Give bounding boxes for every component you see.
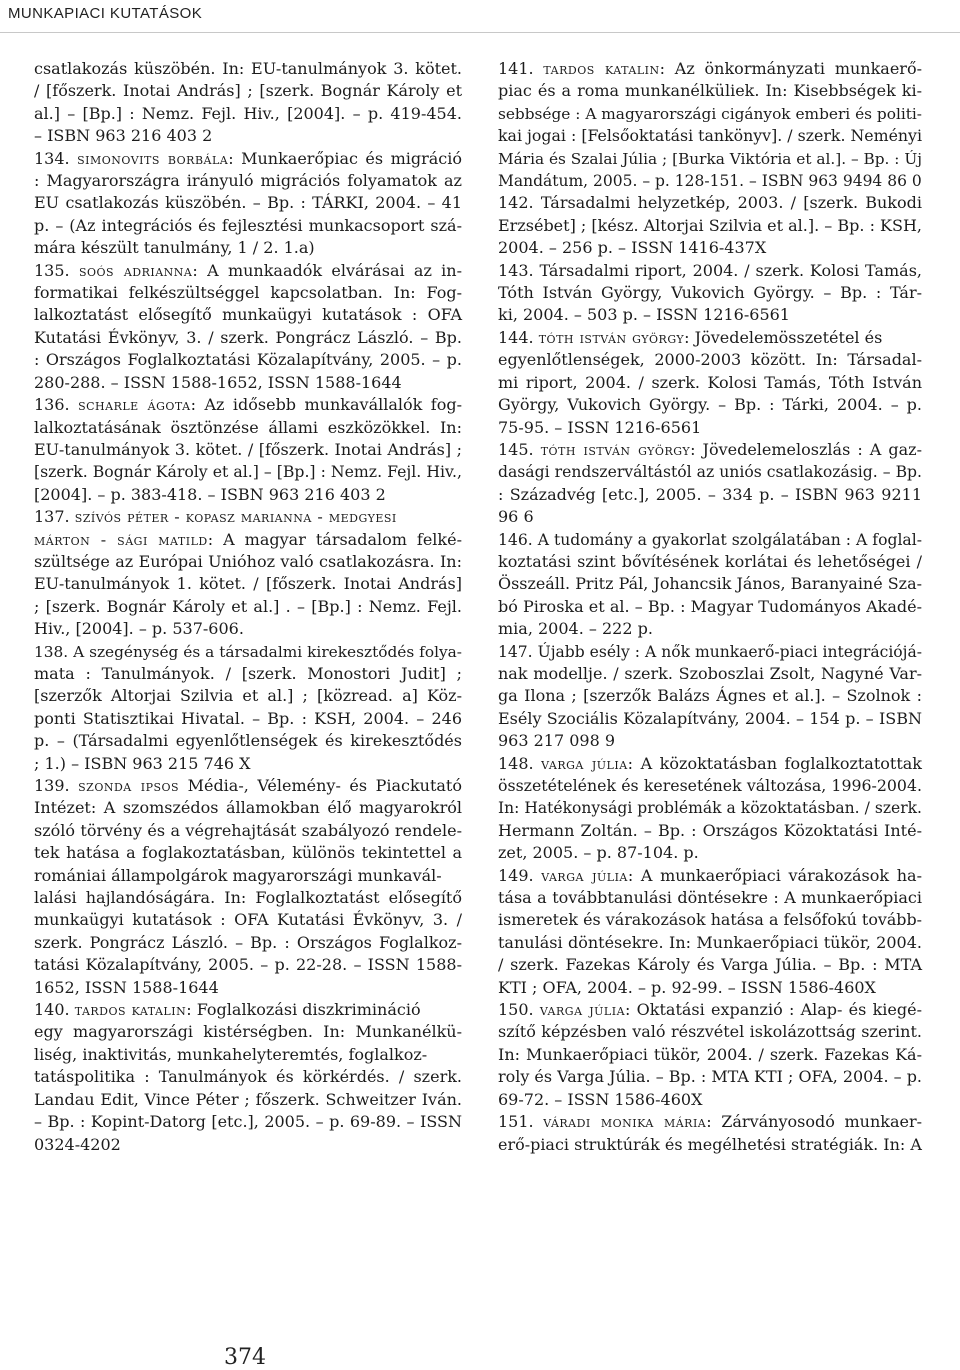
entry-line bbox=[34, 618, 462, 640]
entry-line bbox=[498, 797, 922, 819]
entry-text: [szerzők Altorjai Szilvia et al.] ; [közread. a] Köz- bbox=[34, 686, 462, 706]
entry-line bbox=[34, 349, 462, 371]
entry-text: : Magyarországra irányuló migrációs folyamatok az bbox=[34, 171, 462, 191]
entry-text: – ISBN 963 216 403 2 bbox=[34, 126, 213, 146]
entry-text: Mandátum, 2005. – p. 128-151. – ISBN 963 9494 86 0 bbox=[498, 172, 922, 191]
entry-line bbox=[34, 1089, 462, 1111]
entry-line bbox=[498, 215, 922, 237]
entry-text: : A munkaerőpiaci várakozások ha- bbox=[627, 865, 922, 885]
entry-text: 148. bbox=[498, 753, 542, 773]
entry-text: kai jogai : [Felsőoktatási tankönyv]. / szerk. Neményi bbox=[498, 126, 922, 146]
entry-text: tek hatása a foglakoztatásban, különös tekintettel a bbox=[34, 843, 462, 863]
entry-text: tatási Közalapítvány, 2005. – p. 22-28. – ISSN 1588- bbox=[34, 955, 462, 975]
author-name: varga júlia bbox=[541, 865, 628, 885]
entry-text: 145. bbox=[498, 439, 541, 459]
entry-text: 136. bbox=[34, 395, 79, 415]
entry-text: 150. bbox=[498, 1000, 540, 1020]
entry-text: sebbsége : A magyarországi cigányok emberi és politi- bbox=[498, 104, 922, 123]
entry-text: tatáspolitika : Tanulmányok és körkérdés. / szerk. bbox=[34, 1067, 462, 1087]
bibliography-entry bbox=[34, 148, 462, 260]
entry-text: lalkoztatást elősegítő munkaügyi kutatások : OFA bbox=[34, 305, 462, 325]
entry-line bbox=[34, 932, 462, 954]
entry-text: al.] – [Bp.] : Nemz. Fejl. Hiv., [2004]. – p. 419-454. bbox=[34, 103, 462, 123]
bibliography-entry bbox=[498, 439, 922, 529]
entry-text: formatikai felkészültséggel kapcsolatban. In: Fog- bbox=[34, 283, 462, 303]
entry-text: In: Munkaerőpiaci tükör, 2004. / szerk. Fazekas Ká- bbox=[498, 1044, 922, 1064]
entry-text: roly és Varga Júlia. – Bp. : MTA KTI ; OFA, 2004. – p. bbox=[498, 1067, 922, 1087]
entry-text: Landau Edit, Vince Péter ; főszerk. Schweitzer Iván. bbox=[34, 1089, 462, 1109]
entry-line bbox=[34, 954, 462, 976]
left-column bbox=[34, 58, 462, 1156]
bibliography-entry bbox=[498, 192, 922, 259]
entry-line bbox=[498, 551, 922, 573]
entry-text: KTI ; OFA, 2004. – p. 92-99. – ISSN 1586-460X bbox=[498, 977, 876, 997]
entry-line bbox=[498, 349, 922, 371]
entry-line bbox=[498, 439, 922, 461]
entry-text: mia, 2004. – 222 p. bbox=[498, 619, 653, 639]
entry-line bbox=[34, 125, 462, 147]
entry-text: György, Vukovich György. – Bp. : Tárki, 2004. – p. bbox=[498, 395, 922, 415]
entry-line bbox=[498, 573, 922, 595]
entry-text: mára készült tanulmány, 1 / 2. 1.a) bbox=[34, 238, 315, 258]
bibliography-entry bbox=[498, 753, 922, 865]
entry-line bbox=[498, 1021, 922, 1043]
entry-text: 146. A tudomány a gyakorlat szolgálatában : A foglal- bbox=[498, 530, 922, 549]
entry-line bbox=[34, 842, 462, 864]
author-name: tóth istván györgy bbox=[540, 439, 691, 459]
entry-line bbox=[34, 282, 462, 304]
entry-line bbox=[34, 1111, 462, 1133]
entry-text: 138. A szegénység és a társadalmi kirekesztődés folya- bbox=[34, 642, 462, 661]
author-name: simonovits borbála bbox=[77, 148, 229, 168]
entry-line bbox=[34, 103, 462, 125]
entry-line bbox=[498, 192, 922, 214]
author-name: scharle ágota bbox=[78, 395, 191, 415]
page-number: 374 bbox=[224, 1345, 266, 1370]
entry-text: 140. bbox=[34, 1000, 75, 1020]
entry-text: In: Hatékonysági problémák a közoktatásban. / szerk. bbox=[498, 799, 922, 818]
entry-line bbox=[34, 865, 462, 887]
entry-text: Összeáll. Pritz Pál, Johancsik János, Baranyainé Sza- bbox=[498, 574, 922, 594]
entry-line bbox=[34, 1134, 462, 1156]
entry-line bbox=[498, 932, 922, 954]
bibliography-entry bbox=[498, 529, 922, 641]
author-name: tóth istván györgy bbox=[538, 327, 685, 347]
entry-line bbox=[498, 1111, 922, 1133]
entry-line bbox=[34, 797, 462, 819]
entry-line bbox=[34, 260, 462, 282]
entry-text: lalkoztatásának ösztönzése állami eszközökkel. In: bbox=[34, 417, 462, 437]
entry-line bbox=[498, 775, 922, 797]
entry-line bbox=[498, 148, 922, 170]
entry-text: 0324-4202 bbox=[34, 1134, 121, 1154]
entry-line bbox=[34, 506, 462, 528]
entry-text: bó Piroska et al. – Bp. : Magyar Tudományos Akadé- bbox=[498, 596, 922, 616]
entry-line bbox=[498, 372, 922, 394]
entry-line bbox=[498, 1134, 922, 1156]
author-name: soós adrianna bbox=[78, 260, 193, 280]
entry-text: egy magyarországi kistérségben. In: Munkanélkü- bbox=[34, 1022, 462, 1042]
entry-line bbox=[34, 80, 462, 102]
author-name: varga júlia bbox=[541, 753, 628, 773]
entry-text: 142. Társadalmi helyzetkép, 2003. / [szerk. Bukodi bbox=[498, 193, 922, 213]
entry-line bbox=[34, 372, 462, 394]
entry-text: ki, 2004. – 503 p. – ISSN 1216-6561 bbox=[498, 305, 790, 325]
entry-line bbox=[498, 954, 922, 976]
entry-line bbox=[498, 461, 922, 483]
entry-line bbox=[34, 708, 462, 730]
entry-text: : Az idősebb munkavállalók fog- bbox=[190, 395, 462, 415]
entry-line bbox=[498, 1089, 922, 1111]
bibliography-entry bbox=[498, 999, 922, 1111]
entry-line bbox=[498, 394, 922, 416]
entry-text: nak modellje. / szerk. Szoboszlai Zsolt, Nagyné Var- bbox=[498, 663, 922, 683]
entry-text: 135. bbox=[34, 260, 79, 280]
entry-text: / szerk. Fazekas Károly és Varga Júlia. – Bp. : MTA bbox=[498, 955, 922, 975]
entry-text: ; 1.) – ISBN 963 215 746 X bbox=[34, 753, 251, 773]
entry-line bbox=[34, 551, 462, 573]
entry-line bbox=[34, 484, 462, 506]
entry-text: 2004. – 256 p. – ISSN 1416-437X bbox=[498, 238, 767, 258]
entry-text: [szerk. Bognár Károly et al.] – [Bp.] : Nemz. Fejl. Hiv., bbox=[34, 462, 462, 482]
entry-text: 75-95. – ISSN 1216-6561 bbox=[498, 417, 702, 437]
entry-text: dasági rendszerváltástól az uniós csatlakozásig. – Bp. bbox=[498, 463, 922, 482]
entry-line bbox=[498, 685, 922, 707]
entry-text: p. – (Az integrációs és fejlesztési munkacsoport szá- bbox=[34, 215, 462, 235]
entry-text: : Századvég [etc.], 2005. – 334 p. – ISBN 963 9211 bbox=[498, 484, 922, 504]
entry-text: : A munkaadók elvárásai az in- bbox=[192, 260, 462, 280]
right-column bbox=[498, 58, 922, 1156]
entry-line bbox=[498, 417, 922, 439]
entry-text: – Bp. : Kopint-Datorg [etc.], 2005. – p. 69-89. – ISSN bbox=[34, 1112, 462, 1132]
entry-text: tanulási döntésekre. In: Munkaerőpiaci tükör, 2004. bbox=[498, 932, 922, 952]
entry-text: egyenlőtlenségek, 2000-2003 között. In: Társadal- bbox=[498, 350, 922, 370]
entry-line bbox=[498, 909, 922, 931]
entry-text: 143. Társadalmi riport, 2004. / szerk. Kolosi Tamás, bbox=[498, 260, 922, 280]
entry-line bbox=[34, 461, 462, 483]
entry-text: ponti Statisztikai Hivatal. – Bp. : KSH, 2004. – 246 bbox=[34, 708, 462, 728]
entry-text: : Munkaerőpiac és migráció bbox=[228, 148, 462, 168]
entry-line bbox=[498, 58, 922, 80]
entry-text: Hiv., [2004]. – p. 537-606. bbox=[34, 619, 244, 639]
entry-line bbox=[34, 237, 462, 259]
entry-text: 149. bbox=[498, 865, 542, 885]
entry-line bbox=[34, 820, 462, 842]
entry-text: 963 217 098 9 bbox=[498, 731, 616, 751]
entry-line bbox=[498, 618, 922, 640]
entry-line bbox=[498, 80, 922, 102]
entry-text: ga Ilona ; [szerzők Balázs Ágnes et al.]. – Szolnok : bbox=[498, 686, 922, 706]
entry-text: munkaügyi kutatások : OFA Kutatási Évkönyv, 3. / bbox=[34, 910, 462, 930]
entry-line bbox=[498, 663, 922, 685]
entry-text: 280-288. – ISSN 1588-1652, ISSN 1588-1644 bbox=[34, 372, 402, 392]
entry-line bbox=[498, 1044, 922, 1066]
entry-text: mata : Tanulmányok. / [szerk. Monostori Judit] ; bbox=[34, 663, 462, 683]
entry-text: 134. bbox=[34, 148, 78, 168]
author-name: tardos katalin bbox=[543, 59, 660, 78]
entry-text: erő-piaci struktúrák és megélhetési stratégiák. In: A bbox=[498, 1134, 922, 1154]
entry-text: csatlakozás küszöbén. In: EU-tanulmányok 3. kötet. bbox=[34, 59, 462, 78]
entry-text: Kutatási Évkönyv, 3. / szerk. Pongrácz László. – Bp. bbox=[34, 327, 462, 347]
entry-text: EU csatlakozás küszöbén. – Bp. : TÁRKI, 2004. – 41 bbox=[34, 193, 462, 213]
entry-text: piac és a roma munkanélküliek. In: Kisebbségek ki- bbox=[498, 81, 922, 101]
entry-text: p. – (Társadalmi egyenlőtlenségek és kirekesztődés bbox=[34, 731, 462, 751]
author-name: márton - sági matild bbox=[34, 529, 208, 549]
entry-text: szóló törvény és a végrehajtását szabályozó rendele- bbox=[34, 820, 462, 840]
bibliography-entry bbox=[34, 641, 462, 775]
entry-text: 144. bbox=[498, 327, 539, 347]
entry-text: : Foglalkozási diszkrimináció bbox=[186, 1000, 421, 1020]
entry-line bbox=[498, 484, 922, 506]
entry-line bbox=[34, 304, 462, 326]
entry-line bbox=[498, 237, 922, 259]
entry-line bbox=[34, 529, 462, 551]
bibliography-entry bbox=[498, 1111, 922, 1156]
entry-line bbox=[34, 596, 462, 618]
author-name: tardos katalin bbox=[74, 1000, 187, 1020]
entry-text: : Zárványosodó munkaer- bbox=[706, 1112, 923, 1132]
entry-text: : A közoktatásban foglalkoztatottak bbox=[627, 753, 923, 773]
entry-text: : Jövedelemeloszlás : A gaz- bbox=[690, 439, 922, 459]
entry-line bbox=[498, 753, 922, 775]
entry-text: 96 6 bbox=[498, 507, 534, 527]
entry-line bbox=[498, 506, 922, 528]
entry-line bbox=[34, 148, 462, 170]
entry-line bbox=[34, 439, 462, 461]
author-name: szívós péter - kopasz marianna - medgyesi bbox=[74, 507, 397, 527]
entry-text: Tóth István György, Vukovich György. – Bp. : Tár- bbox=[498, 283, 922, 303]
entry-text: ; [szerk. Bognár Károly et al.] . – [Bp.] : Nemz. Fejl. bbox=[34, 596, 462, 616]
entry-line bbox=[34, 685, 462, 707]
entry-text: Hermann Zoltán. – Bp. : Országos Közoktatási Inté- bbox=[498, 820, 922, 840]
entry-line bbox=[34, 394, 462, 416]
entry-line bbox=[498, 842, 922, 864]
entry-line bbox=[34, 170, 462, 192]
entry-line bbox=[34, 215, 462, 237]
entry-line bbox=[498, 999, 922, 1021]
entry-line bbox=[34, 730, 462, 752]
entry-line bbox=[34, 999, 462, 1021]
entry-line bbox=[498, 529, 922, 551]
author-name: varga júlia bbox=[539, 1000, 626, 1020]
author-name: váradi monika mária bbox=[543, 1112, 707, 1132]
entry-text: : Az önkormányzati munkaerő- bbox=[659, 59, 922, 78]
entry-text: Esély Szociális Közalapítvány, 2004. – 154 p. – ISBN bbox=[498, 708, 922, 728]
entry-text: ismeretek és várakozások hatása a felsőfokú tovább- bbox=[498, 910, 922, 930]
entry-line bbox=[34, 887, 462, 909]
entry-line bbox=[498, 103, 922, 125]
entry-text: Intézet: A szomszédos államokban élő magyarokról bbox=[34, 798, 462, 818]
entry-text: EU-tanulmányok 1. kötet. / [főszerk. Inotai András] bbox=[34, 574, 462, 594]
bibliography-entry bbox=[498, 260, 922, 327]
bibliography-entry bbox=[498, 641, 922, 753]
entry-text: koztatási szint bővítésének korlátai és lehetőségei / bbox=[498, 551, 922, 571]
entry-line bbox=[34, 663, 462, 685]
entry-line bbox=[34, 641, 462, 663]
bibliography-entry bbox=[34, 260, 462, 394]
entry-line bbox=[498, 887, 922, 909]
entry-line bbox=[498, 865, 922, 887]
bibliography-entry bbox=[498, 327, 922, 439]
entry-line bbox=[498, 170, 922, 192]
entry-line bbox=[498, 730, 922, 752]
entry-line bbox=[34, 1066, 462, 1088]
entry-text: Mária és Szalai Júlia ; [Burka Viktória et al.]. – Bp. : Új bbox=[498, 149, 922, 168]
entry-line bbox=[34, 775, 462, 797]
entry-line bbox=[34, 753, 462, 775]
entry-text: lalási hajlandóságára. In: Foglalkoztatást elősegítő bbox=[34, 888, 462, 908]
bibliography-entry bbox=[498, 58, 922, 192]
section-title: MUNKAPIACI KUTATÁSOK bbox=[8, 5, 203, 22]
entry-text: szítő képzésben való részvétel iskolázottság szerint. bbox=[498, 1022, 922, 1042]
entry-text: 137. bbox=[34, 507, 75, 527]
entry-text: 141. bbox=[498, 59, 544, 78]
entry-line bbox=[34, 417, 462, 439]
author-name: szonda ipsos bbox=[78, 776, 180, 795]
entry-text: [2004]. – p. 383-418. – ISBN 963 216 403 2 bbox=[34, 484, 386, 504]
entry-text: : A magyar társadalom felké- bbox=[207, 529, 462, 549]
entry-text: 69-72. – ISSN 1586-460X bbox=[498, 1089, 703, 1109]
entry-line bbox=[498, 641, 922, 663]
entry-text: Erzsébet] ; [kész. Altorjai Szilvia et al.]. – Bp. : KSH, bbox=[498, 215, 922, 235]
entry-line bbox=[34, 573, 462, 595]
entry-text: szültsége az Európai Unióhoz való csatlakozásra. In: bbox=[34, 551, 462, 571]
entry-text: 139. bbox=[34, 776, 79, 795]
bibliography-entry bbox=[34, 394, 462, 506]
entry-text: Média-, Vélemény- és Piackutató bbox=[179, 776, 462, 795]
entry-line bbox=[498, 820, 922, 842]
entry-text: 147. Újabb esély : A nők munkaerő-piaci integrációjá- bbox=[498, 642, 922, 661]
bibliography-entry bbox=[34, 775, 462, 999]
bibliography-entry bbox=[34, 58, 462, 148]
entry-text: mi riport, 2004. / szerk. Kolosi Tamás, Tóth István bbox=[498, 372, 922, 392]
entry-line bbox=[34, 1044, 462, 1066]
entry-text: liség, inaktivitás, munkahelyteremtés, foglalkoz- bbox=[34, 1044, 428, 1064]
bibliography-entry bbox=[34, 506, 462, 640]
entry-line bbox=[498, 304, 922, 326]
entry-line bbox=[34, 909, 462, 931]
entry-text: EU-tanulmányok 3. kötet. / [főszerk. Inotai András] ; bbox=[34, 439, 462, 459]
entry-text: zet, 2005. – p. 87-104. p. bbox=[498, 843, 699, 863]
entry-line bbox=[498, 125, 922, 147]
entry-text: szerk. Pongrácz László. – Bp. : Országos Foglalkoz- bbox=[34, 932, 462, 952]
entry-line bbox=[498, 327, 922, 349]
entry-text: 151. bbox=[498, 1112, 544, 1132]
entry-line bbox=[498, 282, 922, 304]
entry-text: : Jövedelemösszetétel és bbox=[684, 327, 883, 347]
entry-line bbox=[34, 977, 462, 999]
entry-line bbox=[498, 708, 922, 730]
entry-text: összetételének és keresetének változása, 1996-2004. bbox=[498, 776, 922, 795]
bibliography-entry bbox=[498, 865, 922, 999]
entry-text: tása a továbbtanulási döntésekre : A munkaerőpiaci bbox=[498, 888, 922, 908]
entry-line bbox=[498, 977, 922, 999]
entry-line bbox=[498, 596, 922, 618]
entry-line bbox=[34, 192, 462, 214]
entry-line bbox=[498, 260, 922, 282]
bibliography-entry bbox=[34, 999, 462, 1156]
entry-text: : Oktatási expanzió : Alap- és kiegé- bbox=[625, 1000, 922, 1020]
entry-text: 1652, ISSN 1588-1644 bbox=[34, 977, 219, 997]
entry-text: / [főszerk. Inotai András] ; [szerk. Bognár Károly et bbox=[34, 81, 462, 101]
entry-text: romániai állampolgárok magyarországi munkavál- bbox=[34, 865, 442, 885]
entry-text: : Országos Foglalkoztatási Közalapítvány, 2005. – p. bbox=[34, 350, 462, 370]
entry-line bbox=[34, 327, 462, 349]
running-header bbox=[0, 0, 960, 33]
entry-line bbox=[498, 1066, 922, 1088]
entry-line bbox=[34, 58, 462, 80]
entry-line bbox=[34, 1021, 462, 1043]
